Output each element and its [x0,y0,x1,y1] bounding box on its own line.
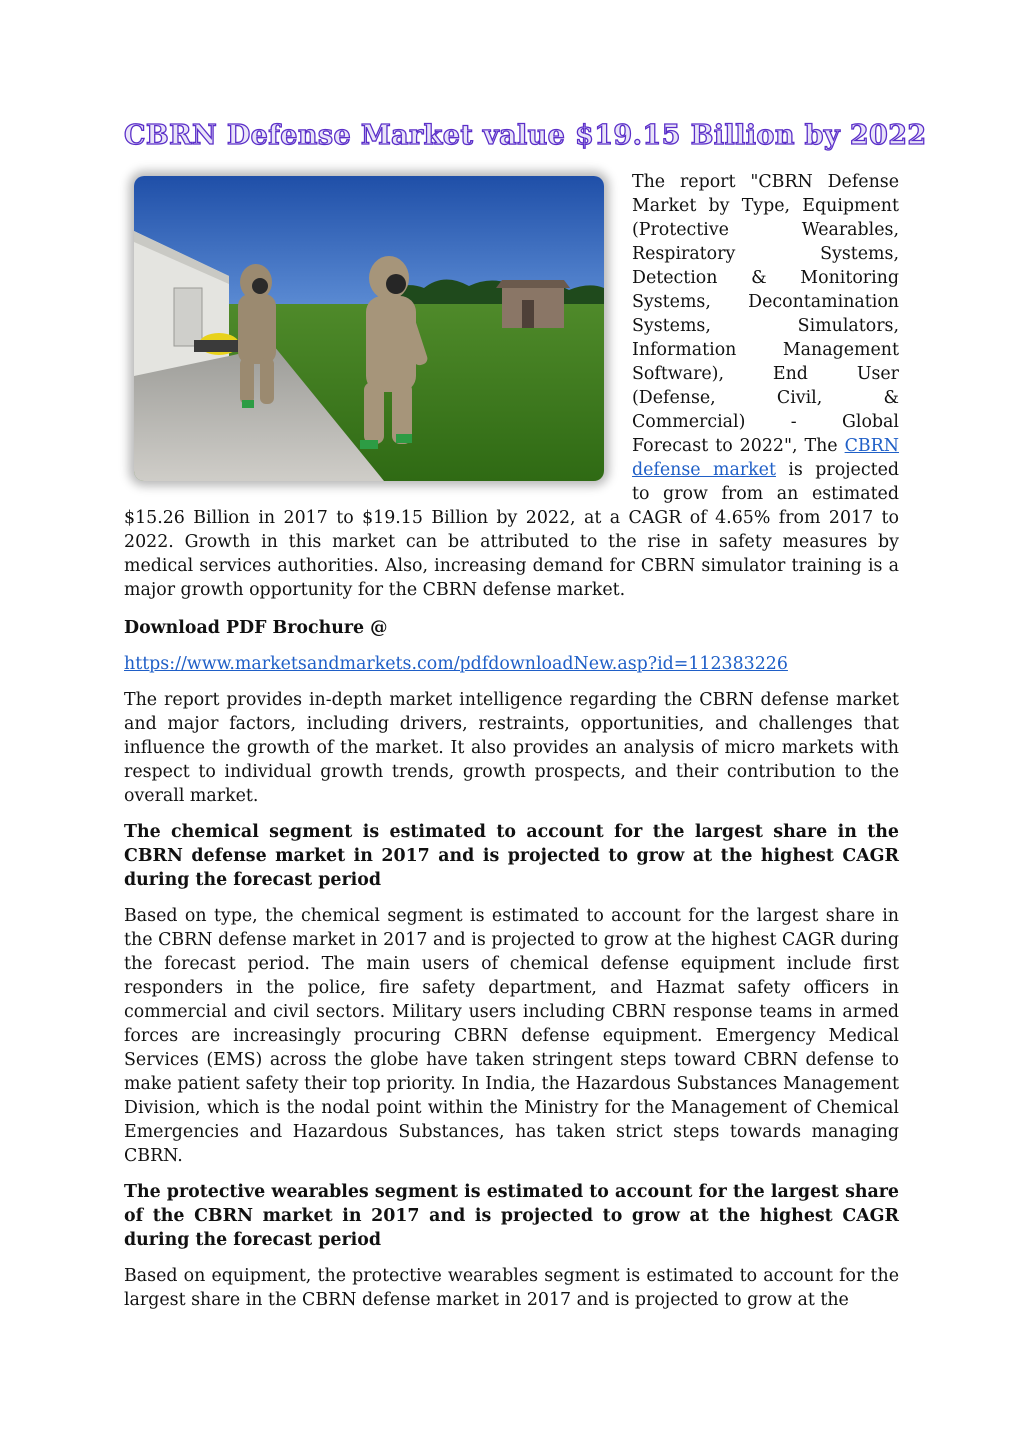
market-intelligence-paragraph: The report provides in-depth market intelligence regarding the CBRN defense market and major factors, including drivers, restraints, opportunities, and challenges that influence the growth of the market. It also provides an analysis of micro markets with respect to individual growth trends, growth prospects, and their contribution to the overall market. [124,690,899,806]
intro-text-after-link: is projected to grow from an estimated $15.26 Billion in 2017 to $19.15 Billion by 2022, at a CAGR of 4.65% from 2017 to 2022. Growth in this market can be attributed to the rise in safety measures by medical services authorities. Also, increasing demand for CBRN simulator training is a major growth opportunity for the CBRN defense market. [124,460,900,600]
intro-text-before-link: The report "CBRN Defense Market by Type, Equipment (Protective Wearables, Respiratory Systems, Detection & Monitoring Systems, Decontamination Systems, Simulators, Information Management Software), End User (Defense, Civil, & Commercial) - Global Forecast to 2022", The [632,172,899,456]
chemical-segment-paragraph: Based on type, the chemical segment is estimated to account for the largest share in the CBRN defense market in 2017 and is projected to grow at the highest CAGR during the forecast period. The main users of chemical defense equipment include first responders in the police, fire safety department, and Hazmat safety officers in commercial and civil sectors. Military users including CBRN response teams in armed forces are increasingly procuring CBRN defense equipment. Emergency Medical Services (EMS) across the globe have taken stringent steps toward CBRN defense to make patient safety their top priority. In India, the Hazardous Substances Management Division, which is the nodal point within the Ministry for the Management of Chemical Emergencies and Hazardous Substances, has taken strict steps towards managing CBRN. [124,906,899,1166]
protective-wearables-heading: The protective wearables segment is estimated to account for the largest share of the CBRN market in 2017 and is projected to grow at the highest CAGR during the forecast period [124,1182,899,1250]
hazmat-photo-illustration [134,176,604,481]
cbrn-defense-market-link[interactable]: CBRN defense market [632,436,899,480]
page-title: CBRN Defense Market value $19.15 Billion by 2022 [124,120,927,151]
download-pdf-label: Download PDF Brochure @ [124,618,388,638]
chemical-segment-heading: The chemical segment is estimated to account for the largest share in the CBRN defense market in 2017 and is projected to grow at the highest CAGR during the forecast period [124,822,899,890]
download-url-line [124,652,899,676]
download-pdf-link[interactable]: https://www.marketsandmarkets.com/pdfdownloadNew.asp?id=112383226 [124,654,788,674]
document-body [124,116,927,1324]
hazmat-photo [134,176,604,481]
protective-wearables-paragraph: Based on equipment, the protective wearables segment is estimated to account for the largest share in the CBRN defense market in 2017 and is projected to grow at the [124,1266,899,1310]
